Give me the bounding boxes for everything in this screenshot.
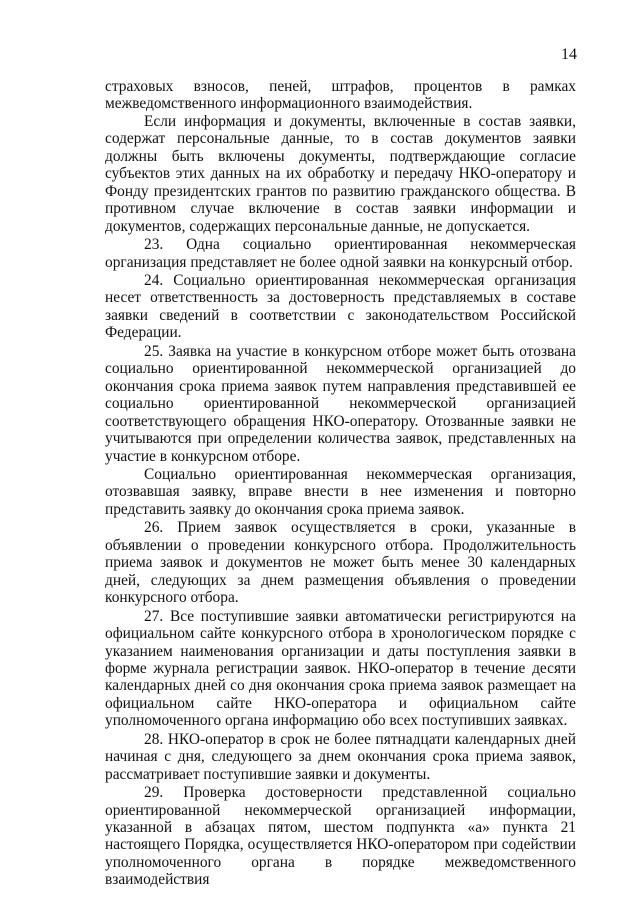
paragraph-withdrawal: Социально ориентированная некоммерческая организация, отозвавшая заявку, вправе внести в нее изменения и повторно представить заявку до окончания срока приема заявок.: [105, 465, 576, 518]
paragraph-item-27: 27. Все поступившие заявки автоматически регистрируются на официальном сайте конкурсного отбора в хронологическом порядке с указанием наименования организации и даты поступления заявки в форме журнала регистрации заявок. НКО-оператор в течение десяти календарных дней со дня окончания срока приема заявок размещает на официальном сайте НКО-оператора и официальном сайте уполномоченного органа информацию обо всех поступивших заявках.: [105, 607, 576, 730]
paragraph-personal-data: Если информация и документы, включенные в состав заявки, содержат персональные данные, то в состав документов заявки должны быть включены документы, подтверждающие согласие субъектов этих данных на их обработку и передачу НКО-оператору и Фонду президентских грантов по развитию гражданского общества. В противном случае включение в состав заявки информации и документов, содержащих персональные данные, не допускается.: [105, 112, 576, 235]
paragraph-item-29: 29. Проверка достоверности представленной социально ориентированной некоммерческой организацией информации, указанной в абзацах пятом, шестом подпункта «а» пункта 21 настоящего Порядка, осуществляется НКО-оператором при содействии уполномоченного органа в порядке межведомственного взаимодействия: [105, 784, 576, 889]
paragraph-item-26: 26. Прием заявок осуществляется в сроки, указанные в объявлении о проведении конкурсного отбора. Продолжительность приема заявок и документов не может быть менее 30 календарных дней, следующих за днем размещения объявления о проведении конкурсного отбора.: [105, 519, 576, 607]
paragraph-item-23: 23. Одна социально ориентированная некоммерческая организация представляет не более одной заявки на конкурсный отбор.: [105, 236, 576, 271]
paragraph-continuation: страховых взносов, пеней, штрафов, процентов в рамках межведомственного информационного взаимодействия.: [105, 78, 576, 113]
paragraph-item-24: 24. Социально ориентированная некоммерческая организация несет ответственность за достоверность представляемых в составе заявки сведений в соответствии с законодательством Российской Федерации.: [105, 271, 576, 342]
page-number: 14: [561, 46, 577, 63]
paragraph-item-25: 25. Заявка на участие в конкурсном отборе может быть отозвана социально ориентированной некоммерческой организацией до окончания срока приема заявок путем направления представившей ее социально ориентированной некоммерческой организацией соответствующего обращения НКО-оператору. Отозванные заявки не учитываются при определении количества заявок, представленных на участие в конкурсном отборе.: [105, 342, 576, 465]
document-body: [105, 78, 576, 889]
paragraph-item-28: 28. НКО-оператор в срок не более пятнадцати календарных дней начиная с дня, следующего за днем окончания срока приема заявок, рассматривает поступившие заявки и документы.: [105, 730, 576, 783]
